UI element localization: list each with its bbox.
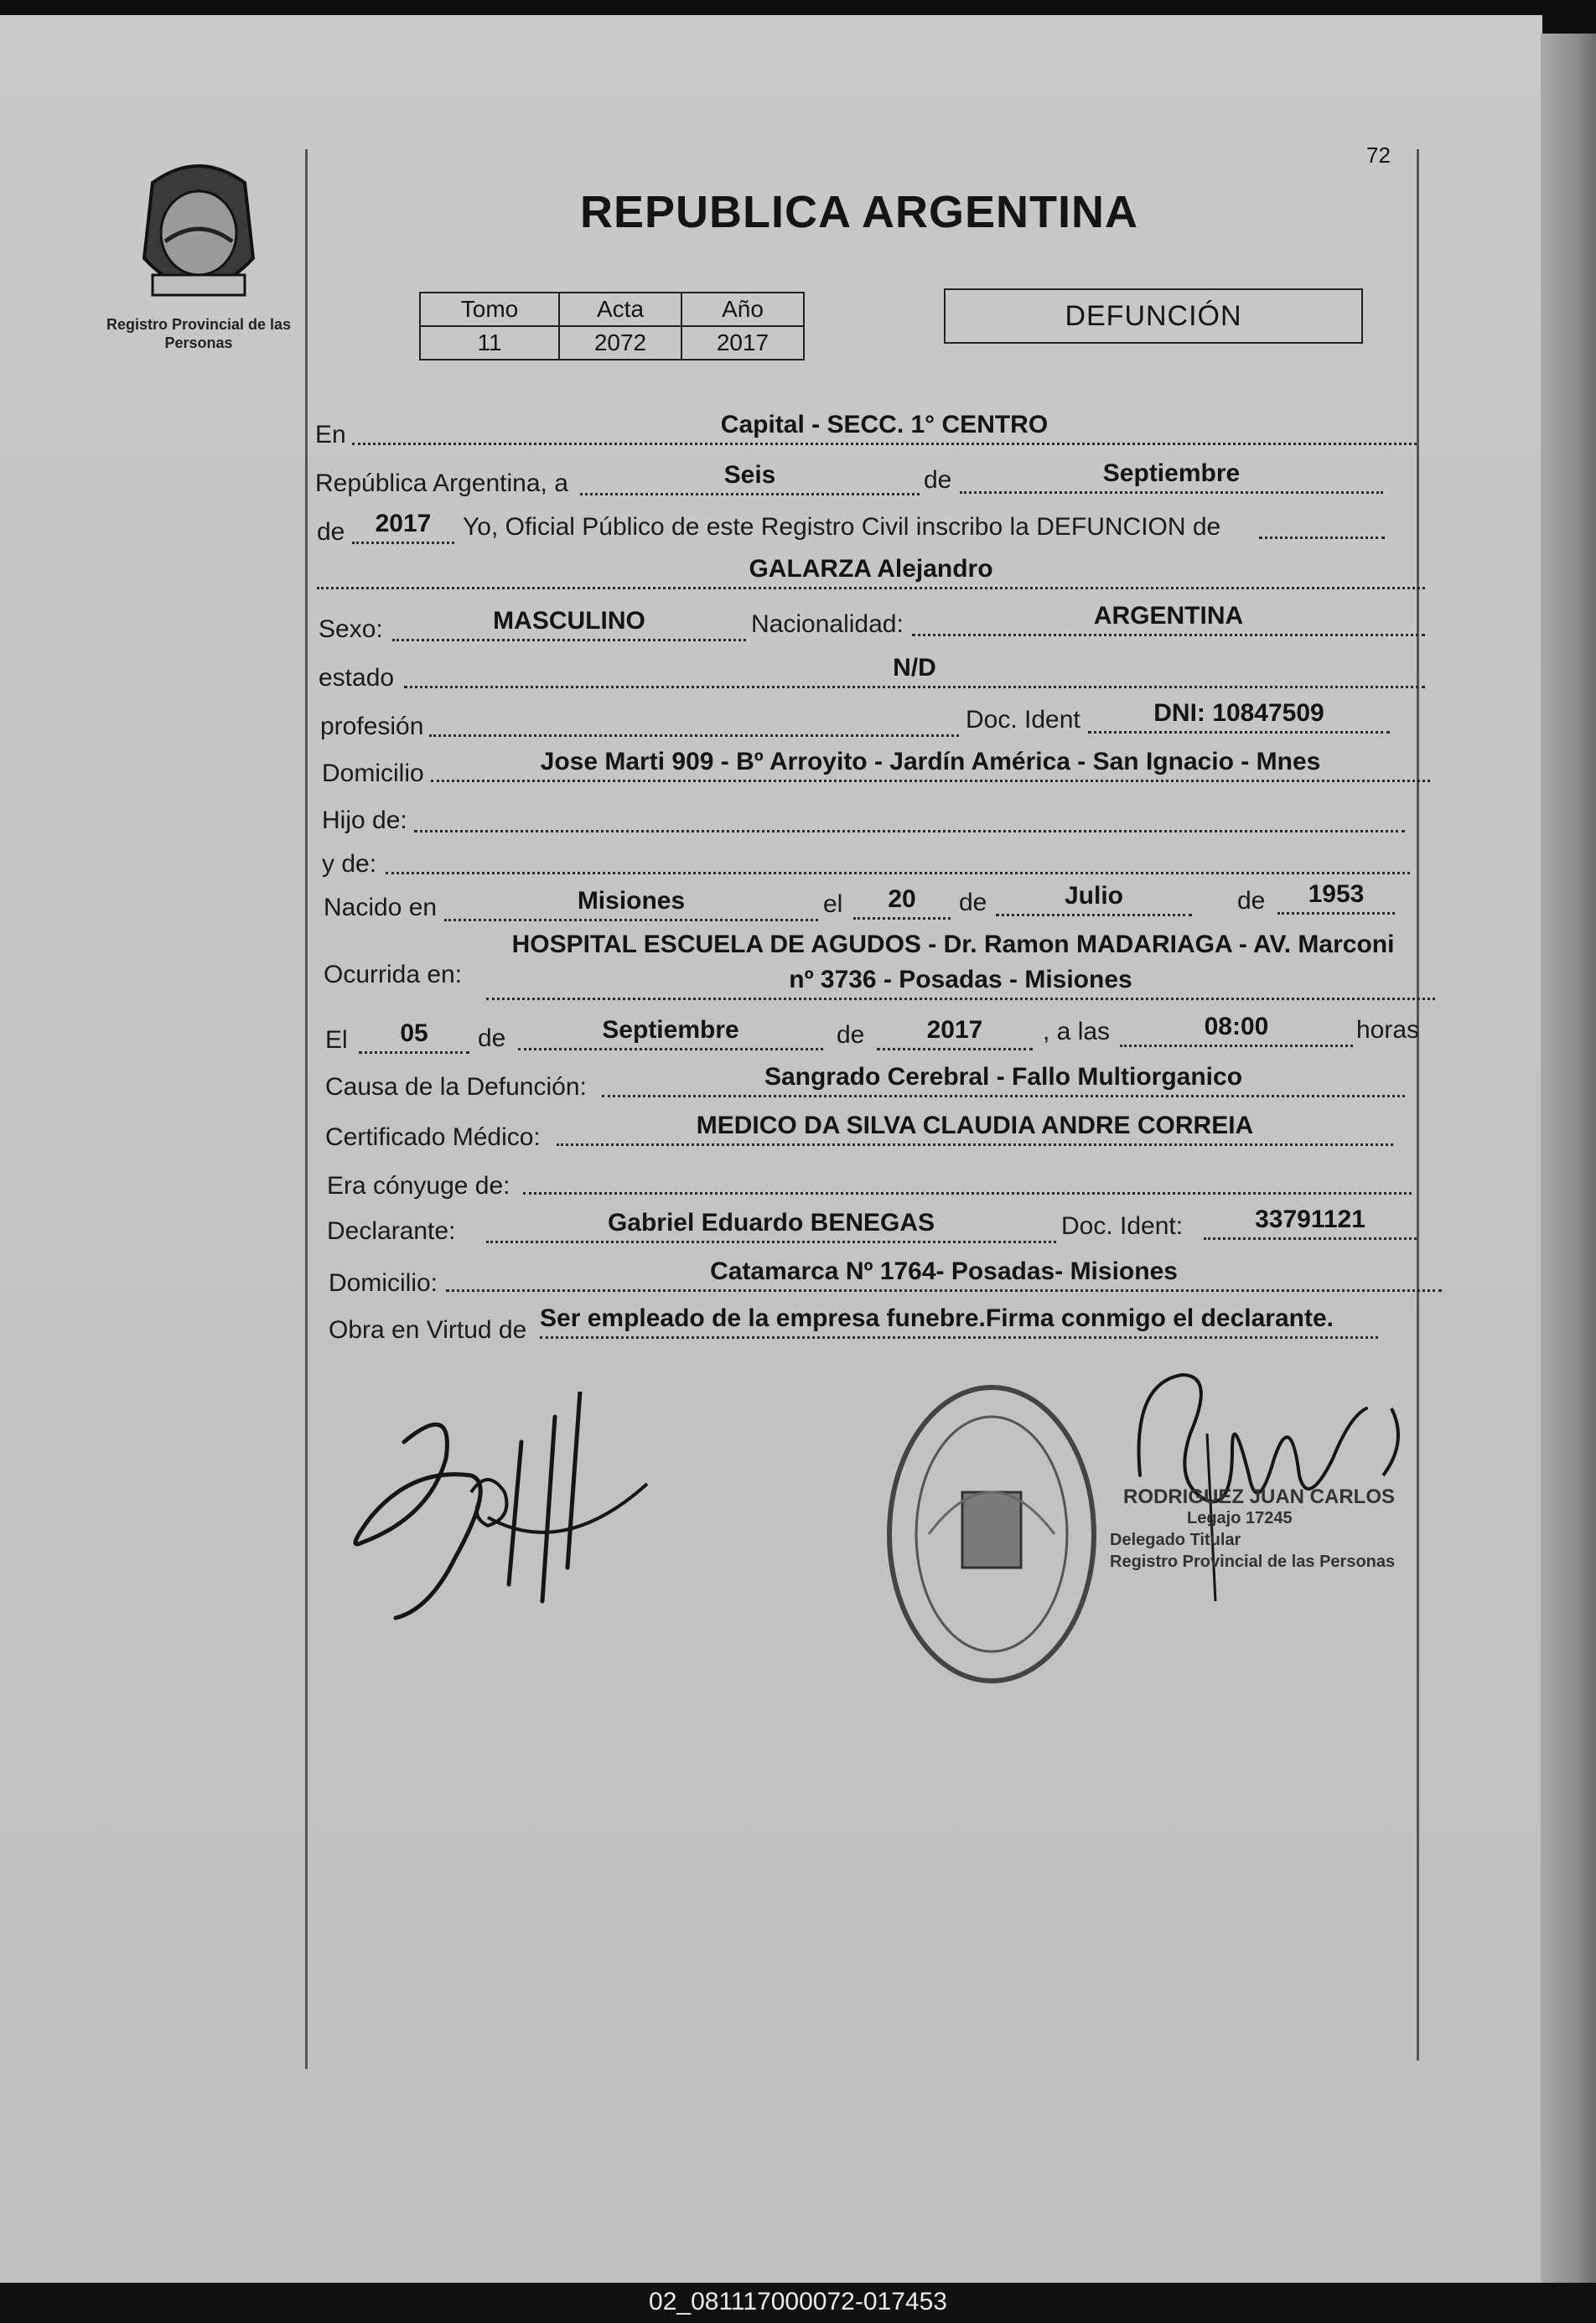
causa-value: Sangrado Cerebral - Fallo Multiorganico <box>602 1061 1405 1097</box>
de2-label: de <box>317 518 345 546</box>
registry-name: Registro Provincial de las Personas <box>106 316 292 351</box>
officer-name: RODRIGUEZ JUAN CARLOS <box>1123 1486 1396 1508</box>
year-value: 2017 <box>352 508 454 544</box>
profesion-value <box>429 701 959 737</box>
month-value: Septiembre <box>960 458 1383 494</box>
y-de-value <box>386 838 1410 874</box>
right-margin-line <box>1417 149 1419 2061</box>
table-header: Año <box>681 293 804 326</box>
el-label: el <box>823 890 843 918</box>
doc-ident-value: DNI: 10847509 <box>1088 697 1390 734</box>
certificado-label: Certificado Médico: <box>325 1123 541 1151</box>
page-title: REPUBLICA ARGENTINA <box>580 187 1138 237</box>
left-margin-line <box>305 149 308 2069</box>
hijo-label: Hijo de: <box>322 806 407 834</box>
table-cell: 11 <box>420 326 559 360</box>
officer-signature <box>1115 1358 1417 1610</box>
death-month-value: Septiembre <box>518 1014 823 1050</box>
page-number: 72 <box>1366 143 1391 168</box>
file-id: 02_081117000072-017453 <box>649 2288 947 2315</box>
conyuge-label: Era cónyuge de: <box>327 1172 510 1200</box>
certificado-value: MEDICO DA SILVA CLAUDIA ANDRE CORREIA <box>557 1110 1393 1146</box>
estado-value: N/D <box>404 652 1425 688</box>
ocurrida-label: Ocurrida en: <box>324 961 463 988</box>
table-header: Tomo <box>420 293 559 326</box>
horas-label: horas <box>1356 1016 1420 1044</box>
document-type-box: DEFUNCIÓN <box>944 288 1363 344</box>
table-header-row <box>420 293 804 326</box>
day-value: Seis <box>580 459 920 495</box>
en-label: En <box>315 421 346 449</box>
el2-label: El <box>325 1026 348 1054</box>
officer-role: Delegado Titular <box>1110 1531 1241 1549</box>
birth-day-value: 20 <box>853 884 951 920</box>
de6-label: de <box>837 1021 865 1049</box>
domicilio2-value: Catamarca Nº 1764- Posadas- Misiones <box>446 1256 1442 1292</box>
deceased-name-value: GALARZA Alejandro <box>317 553 1425 589</box>
declarant-signature <box>345 1392 664 1626</box>
birth-year-value: 1953 <box>1277 879 1395 915</box>
domicilio-value: Jose Marti 909 - Bº Arroyito - Jardín América - San Ignacio - Mnes <box>431 746 1430 782</box>
obra-label: Obra en Virtud de <box>329 1316 527 1344</box>
table-header: Acta <box>559 293 681 326</box>
adjacent-page-edge <box>1541 34 1596 2289</box>
birth-month-value: Julio <box>996 880 1192 916</box>
profesion-label: profesión <box>320 713 424 740</box>
domicilio2-label: Domicilio: <box>329 1269 438 1297</box>
doc-ident-label: Doc. Ident <box>966 706 1080 734</box>
domicilio-label: Domicilio <box>322 760 424 787</box>
obra-value: Ser empleado de la empresa funebre.Firma conmigo el declarante. <box>540 1303 1378 1339</box>
table-row <box>420 326 804 360</box>
nacido-label: Nacido en <box>324 894 438 921</box>
doc2-label: Doc. Ident: <box>1061 1212 1184 1240</box>
place-value: Capital - SECC. 1° CENTRO <box>352 409 1417 445</box>
death-time-value: 08:00 <box>1120 1011 1353 1047</box>
death-day-value: 05 <box>359 1018 469 1054</box>
officer-legajo: Legajo 17245 <box>1187 1509 1293 1527</box>
doc2-value: 33791121 <box>1204 1204 1417 1240</box>
y-de-label: y de: <box>322 850 377 878</box>
sexo-value: MASCULINO <box>392 605 746 641</box>
declarante-label: Declarante: <box>327 1217 456 1245</box>
sexo-label: Sexo: <box>319 615 383 643</box>
table-cell: 2072 <box>559 326 681 360</box>
nacionalidad-value: ARGENTINA <box>912 600 1425 636</box>
de3-label: de <box>959 889 987 916</box>
ocurrida-line2: nº 3736 - Posadas - Misiones <box>486 964 1435 1000</box>
death-year-value: 2017 <box>877 1014 1033 1050</box>
de4-label: de <box>1237 887 1266 915</box>
officer-text: Yo, Oficial Público de este Registro Civil inscribo la DEFUNCION de <box>463 513 1221 541</box>
province-emblem-icon <box>127 158 270 309</box>
ocurrida-line1: HOSPITAL ESCUELA DE AGUDOS - Dr. Ramon MADARIAGA - AV. Marconi <box>511 931 1395 958</box>
official-seal-icon <box>878 1375 1105 1693</box>
reference-table <box>419 292 805 360</box>
a-las-label: , a las <box>1043 1018 1111 1045</box>
republica-label: República Argentina, a <box>315 469 568 497</box>
declarante-value: Gabriel Eduardo BENEGAS <box>486 1207 1056 1243</box>
causa-label: Causa de la Defunción: <box>325 1073 587 1101</box>
hijo-value <box>414 796 1405 832</box>
dotted-line <box>1259 537 1385 539</box>
birthplace-value: Misiones <box>444 885 818 921</box>
de5-label: de <box>478 1024 506 1052</box>
table-cell: 2017 <box>681 326 804 360</box>
conyuge-value <box>523 1159 1412 1195</box>
nacionalidad-label: Nacionalidad: <box>751 610 904 638</box>
estado-label: estado <box>319 664 395 692</box>
officer-office: Registro Provincial de las Personas <box>1110 1553 1396 1571</box>
de-label: de <box>924 466 952 494</box>
